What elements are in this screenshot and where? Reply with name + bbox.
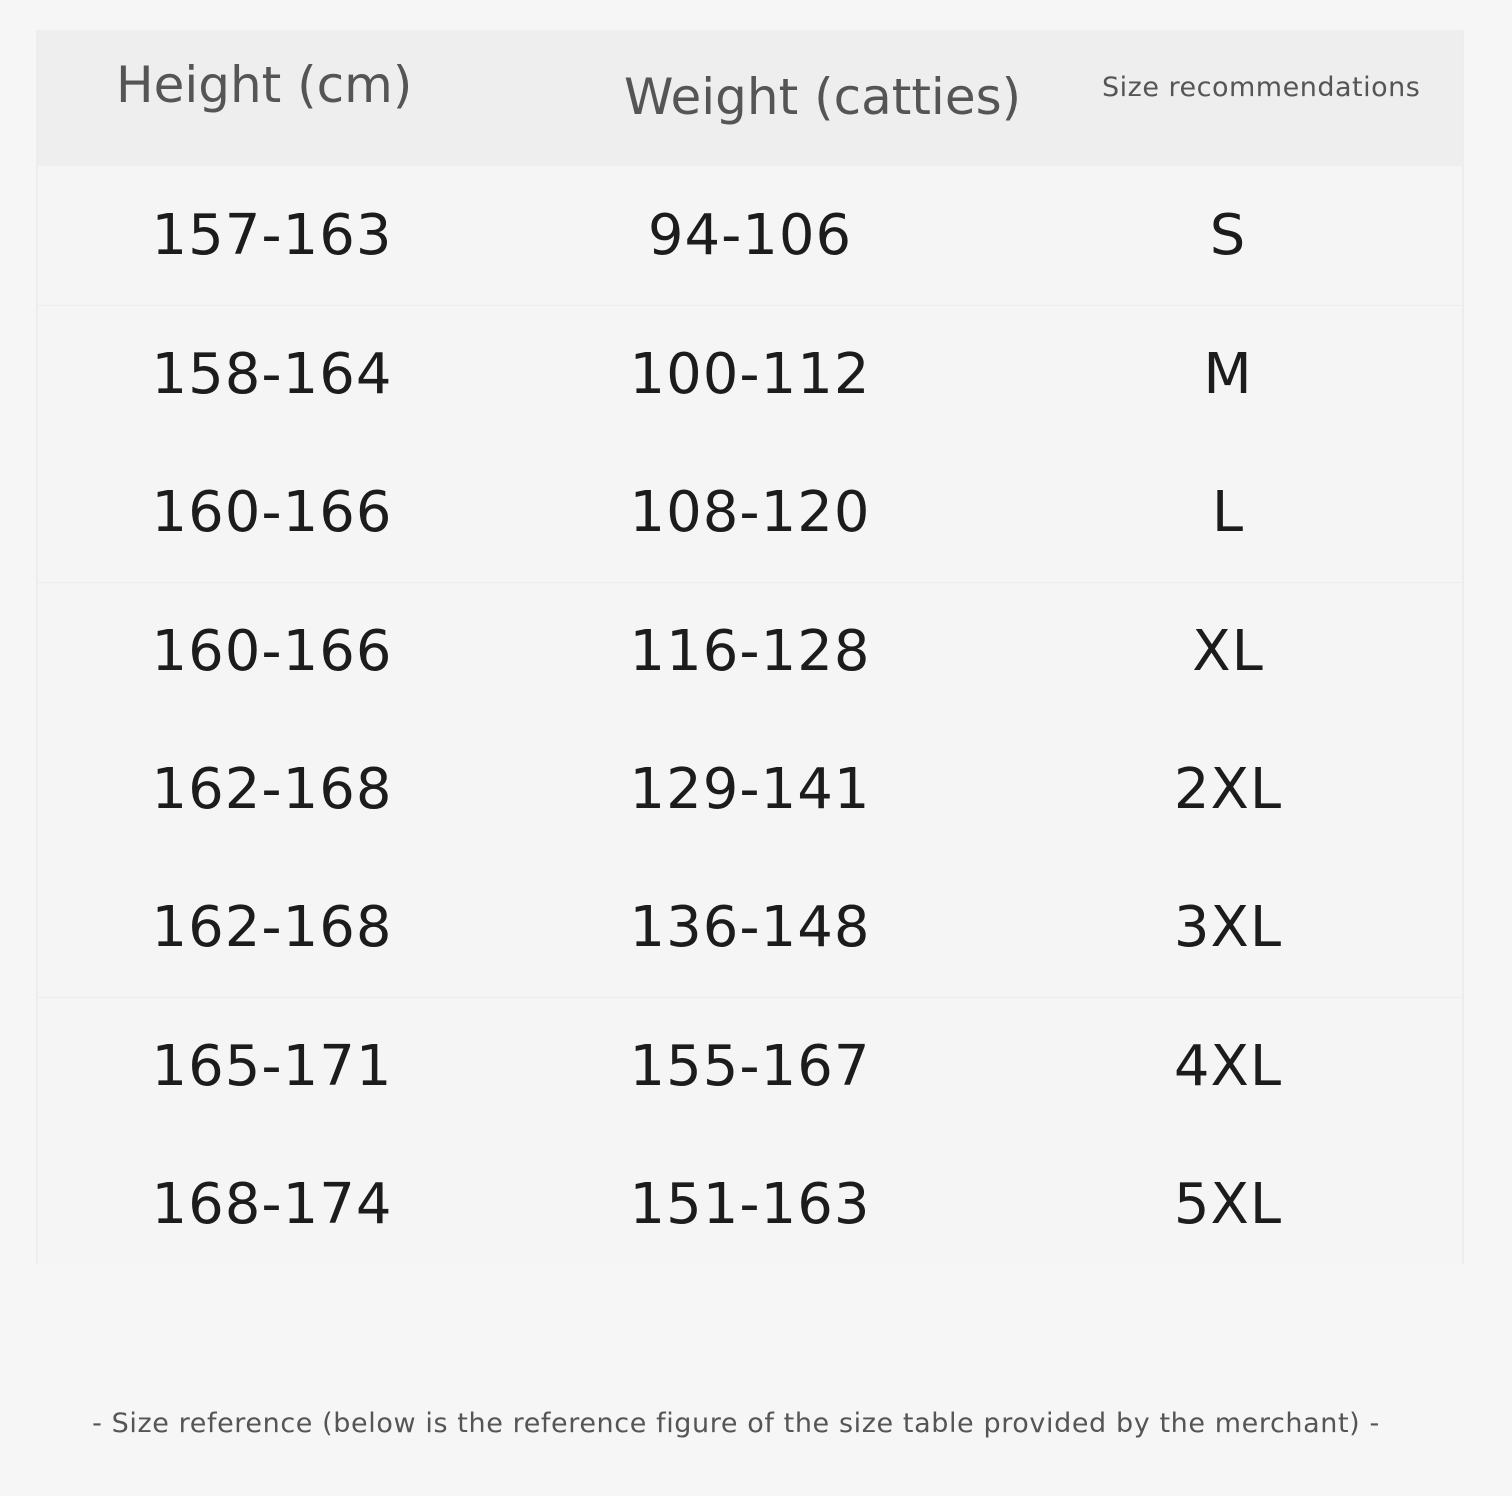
cell-weight: 108-120 — [629, 479, 871, 545]
cell-weight: 151-163 — [629, 1172, 871, 1238]
cell-weight: 100-112 — [629, 341, 871, 407]
header-height: Height (cm) — [116, 56, 413, 114]
cell-size: M — [1203, 341, 1253, 407]
table-row — [38, 582, 1462, 721]
cell-height: 157-163 — [151, 202, 393, 268]
cell-weight: 155-167 — [629, 1034, 871, 1100]
table-row — [38, 166, 1462, 305]
table-row — [38, 443, 1462, 582]
cell-height: 165-171 — [151, 1034, 393, 1100]
table-body — [38, 166, 1462, 1274]
table-row — [38, 859, 1462, 998]
header-weight: Weight (catties) — [624, 68, 1022, 126]
table-row — [38, 305, 1462, 444]
cell-size: 3XL — [1173, 895, 1283, 961]
table-row — [38, 720, 1462, 859]
size-table — [36, 30, 1464, 1264]
cell-height: 162-168 — [151, 756, 393, 822]
header-size-recommendations: Size recommendations — [1102, 72, 1421, 103]
table-header — [38, 30, 1462, 166]
cell-weight: 94-106 — [647, 202, 853, 268]
cell-height: 162-168 — [151, 895, 393, 961]
table-row — [38, 1136, 1462, 1275]
cell-size: 5XL — [1173, 1172, 1283, 1238]
cell-weight: 129-141 — [629, 756, 871, 822]
cell-weight: 116-128 — [629, 618, 871, 684]
size-reference-footnote: - Size reference (below is the reference figure of the size table provided by the merchant) - — [92, 1408, 1380, 1439]
cell-height: 168-174 — [151, 1172, 393, 1238]
cell-size: XL — [1192, 618, 1264, 684]
cell-height: 158-164 — [151, 341, 393, 407]
cell-height: 160-166 — [151, 618, 393, 684]
cell-height: 160-166 — [151, 479, 393, 545]
cell-weight: 136-148 — [629, 895, 871, 961]
cell-size: 4XL — [1173, 1034, 1283, 1100]
cell-size: 2XL — [1173, 756, 1283, 822]
cell-size: L — [1211, 479, 1245, 545]
cell-size: S — [1209, 202, 1247, 268]
table-row — [38, 997, 1462, 1136]
